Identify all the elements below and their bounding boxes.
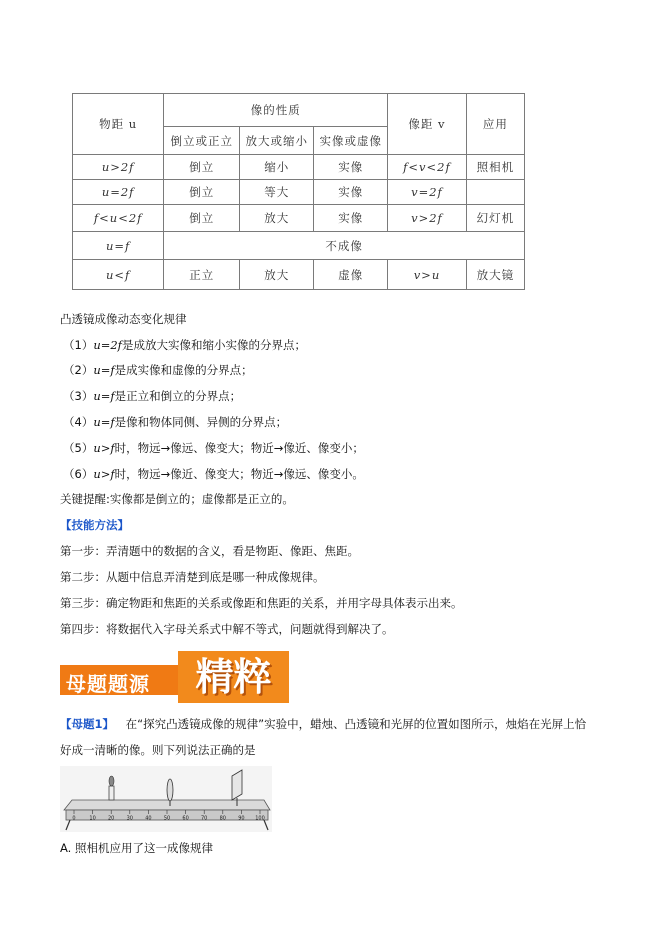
cell-size: 放大 <box>240 260 314 290</box>
question-text-1: 在“探究凸透镜成像的规律”实验中，蜡烛、凸透镜和光屏的位置如图所示，烛焰在光屏上恰 <box>125 717 587 731</box>
header-image-properties: 像的性质 <box>164 94 388 127</box>
cell-type: 实像 <box>314 205 388 232</box>
cell-size: 等大 <box>240 180 314 205</box>
cell-app <box>466 180 524 205</box>
cell-u: u=f <box>73 232 164 260</box>
cell-app: 幻灯机 <box>466 205 524 232</box>
list-item: （4）u=f是像和物体同侧、异侧的分界点； <box>63 415 288 429</box>
header-object-distance: 物距 u <box>73 94 164 155</box>
ruler-tick-label: 100 <box>255 815 265 822</box>
cell-type: 实像 <box>314 180 388 205</box>
list-item: （5）u>f时，物远→像远、像变大；物近→像近、像变小； <box>63 441 364 455</box>
header-image-distance: 像距 v <box>388 94 467 155</box>
table-row <box>73 205 525 232</box>
cell-u: u=2f <box>73 180 164 205</box>
subheader-size: 放大或缩小 <box>240 127 314 155</box>
list-item: （2）u=f是成实像和虚像的分界点； <box>63 363 253 377</box>
header-application: 应用 <box>466 94 524 155</box>
ruler-tick-label: 40 <box>145 815 152 822</box>
table-row <box>73 260 525 290</box>
cell-u: u<f <box>73 260 164 290</box>
list-item: （3）u=f是正立和倒立的分界点； <box>63 389 242 403</box>
candle <box>109 786 114 800</box>
cell-app: 照相机 <box>466 155 524 180</box>
question-line-2: 好成一清晰的像。则下列说法正确的是 <box>60 743 256 757</box>
ruler-tick-label: 80 <box>219 815 226 822</box>
ruler-tick-label: 10 <box>89 815 96 822</box>
bench-rail <box>64 800 270 810</box>
question-line-1 <box>60 716 586 732</box>
cell-orientation: 倒立 <box>164 180 240 205</box>
lens-imaging-table <box>72 93 525 290</box>
cell-orientation: 正立 <box>164 260 240 290</box>
ruler-tick-label: 50 <box>163 815 171 822</box>
banner-bar <box>60 665 178 695</box>
key-tip: 关键提醒:实像都是倒立的；虚像都是正立的。 <box>60 492 294 506</box>
cell-type: 实像 <box>314 155 388 180</box>
cell-v: v=2f <box>388 180 467 205</box>
ruler-tick-label: 30 <box>126 815 133 822</box>
banner-left-text: 母题题源 <box>66 672 150 696</box>
cell-u: f<u<2f <box>73 205 164 232</box>
step-item: 第四步：将数据代入字母关系式中解不等式，问题就得到解决了。 <box>60 622 394 636</box>
cell-v: f<v<2f <box>388 155 467 180</box>
cell-no-image: 不成像 <box>164 232 525 260</box>
cell-size: 缩小 <box>240 155 314 180</box>
table-row <box>73 155 525 180</box>
step-item: 第二步：从题中信息弄清楚到底是哪一种成像规律。 <box>60 570 325 584</box>
list-item: （1）u=2f是成放大实像和缩小实像的分界点； <box>63 338 306 352</box>
ruler-tick-label: 70 <box>201 815 208 822</box>
candle-flame <box>109 776 114 786</box>
skills-title: 【技能方法】 <box>60 518 129 532</box>
table-row <box>73 180 525 205</box>
table-row <box>73 232 525 260</box>
cell-app: 放大镜 <box>466 260 524 290</box>
cell-type: 虚像 <box>314 260 388 290</box>
cell-v: v>2f <box>388 205 467 232</box>
step-item: 第一步：弄清题中的数据的含义，看是物距、像距、焦距。 <box>60 544 359 558</box>
banner-right-text: 精粹 <box>178 651 289 703</box>
ruler-tick-label: 0 <box>72 815 76 822</box>
question-tag: 【母题1】 <box>60 717 115 731</box>
list-item: （6）u>f时，物远→像近、像变大；物近→像远、像变小。 <box>63 467 364 481</box>
ruler-tick-label: 60 <box>182 815 189 822</box>
convex-lens <box>167 779 173 801</box>
cell-u: u>2f <box>73 155 164 180</box>
optical-bench-figure <box>60 766 272 832</box>
subheader-orientation: 倒立或正立 <box>164 127 240 155</box>
step-item: 第三步：确定物距和焦距的关系或像距和焦距的关系，并用字母具体表示出来。 <box>60 596 463 610</box>
ruler-tick-label: 90 <box>238 815 245 822</box>
subheader-type: 实像或虚像 <box>314 127 388 155</box>
section-banner <box>60 651 289 703</box>
cell-orientation: 倒立 <box>164 205 240 232</box>
cell-v: v>u <box>388 260 467 290</box>
cell-size: 放大 <box>240 205 314 232</box>
rules-title: 凸透镜成像动态变化规律 <box>60 312 187 326</box>
option-a: A. 照相机应用了这一成像规律 <box>60 841 213 855</box>
ruler-tick-label: 20 <box>108 815 115 822</box>
cell-orientation: 倒立 <box>164 155 240 180</box>
